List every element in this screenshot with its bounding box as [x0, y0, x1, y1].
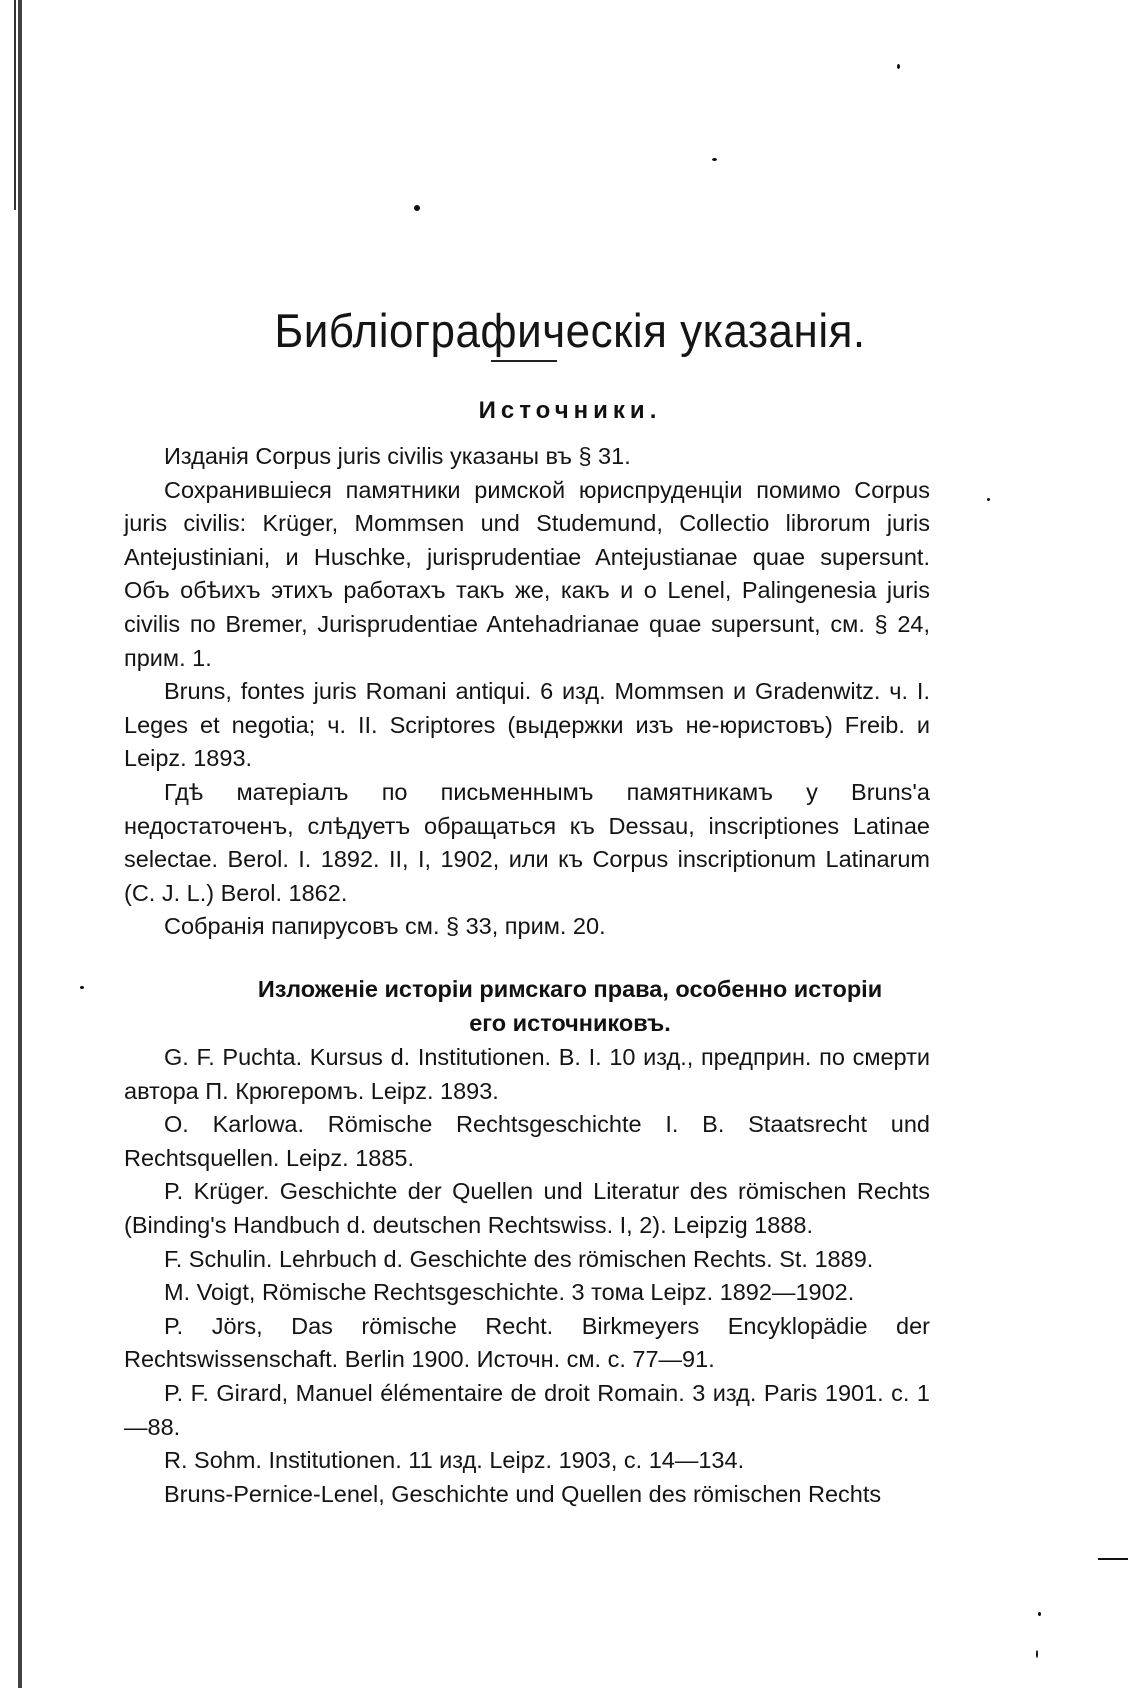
literature-entry: F. Schulin. Lehrbuch d. Geschichte des römischen Rechts. St. 1889.: [164, 1245, 874, 1272]
sources-section: [124, 440, 930, 944]
section-heading-sources: Источники.: [478, 397, 662, 424]
page-title: Библіографическія указанія.: [274, 305, 866, 359]
scan-speck: [987, 498, 990, 501]
literature-entry: M. Voigt, Römische Rechtsgeschichte. 3 тома Leipz. 1892—1902.: [164, 1279, 855, 1306]
literature-entry: P. F. Girard, Manuel élémentaire de droit Romain. 3 изд. Paris 1901. с. 1—88.: [124, 1379, 930, 1440]
scan-speck: [1038, 1612, 1041, 1616]
scan-edge-mark: [14, 0, 16, 210]
scan-speck: [712, 158, 717, 161]
literature-entry: G. F. Puchta. Kursus d. Institutionen. B. I. 10 изд., предприн. по смерти автора П. Крюгеромъ. Leipz. 1893.: [124, 1044, 930, 1104]
scan-edge-line: [18, 0, 22, 1688]
section-heading-history: [0, 972, 1140, 1040]
literature-entry: O. Karlowa. Römische Rechtsgeschichte I. B. Staatsrecht und Rechtsquellen. Leipz. 1885.: [124, 1111, 930, 1171]
scan-speck: [1098, 1558, 1128, 1560]
section-heading-history-line1: Изложеніе исторіи римскаго права, особенно исторіи: [257, 976, 883, 1002]
sources-paragraph: Изданія Corpus juris civilis указаны въ § 31.: [164, 443, 631, 469]
section-heading-history-line2: его источниковъ.: [469, 1010, 671, 1036]
literature-entry: P. Jörs, Das römische Recht. Birkmeyers Encyklopädie der Rechtswissenschaft. Berlin 1900. Источн. см. с. 77—91.: [124, 1312, 930, 1373]
sources-paragraph: Гдѣ матеріалъ по письменнымъ памятникамъ у Bruns'а недостаточенъ, слѣдуетъ обращаться къ Dessau, inscriptiones Latinae selectae. Berol. I. 1892. II, I, 1902, или къ Corpus inscriptionum Latinarum (C. J. L.) Berol. 1862.: [124, 778, 930, 906]
literature-entry: Bruns-Pernice-Lenel, Geschichte und Quellen des römischen Rechts: [164, 1480, 882, 1507]
sources-paragraph: Собранія папирусовъ см. § 33, прим. 20.: [164, 913, 606, 940]
scan-speck: [414, 205, 420, 211]
literature-entry: R. Sohm. Institutionen. 11 изд. Leipz. 1903, с. 14—134.: [164, 1447, 745, 1474]
sources-paragraph: Сохранившіеся памятники римской юриспруденціи помимо Corpus juris civilis: Krüger, Mommsen und Studemund, Collectio librorum juris Antejustiniani, и Huschke, jurisprudentiae Antejustianae quae supersunt. Объ обѣихъ этихъ работахъ такъ же, какъ и о Lenel, Palingenesia juris civilis по Bremer, Jurisprudentiae Antehadrianae quae supersunt, см. § 24, прим. 1.: [124, 476, 930, 671]
sources-paragraph: Bruns, fontes juris Romani antiqui. 6 изд. Mommsen и Gradenwitz. ч. I. Leges et negotia; ч. II. Scriptores (выдержки изъ не-юристовъ) Freib. и Leipz. 1893.: [124, 678, 930, 772]
literature-entry: P. Krüger. Geschichte der Quellen und Literatur des römischen Rechts (Binding's Handbuch d. deutschen Rechtswiss. I, 2). Leipzig 1888.: [124, 1178, 930, 1238]
scan-speck: [897, 64, 900, 69]
scan-speck: [1036, 1650, 1038, 1658]
history-literature-section: [124, 1041, 930, 1511]
title-divider: [491, 360, 557, 362]
